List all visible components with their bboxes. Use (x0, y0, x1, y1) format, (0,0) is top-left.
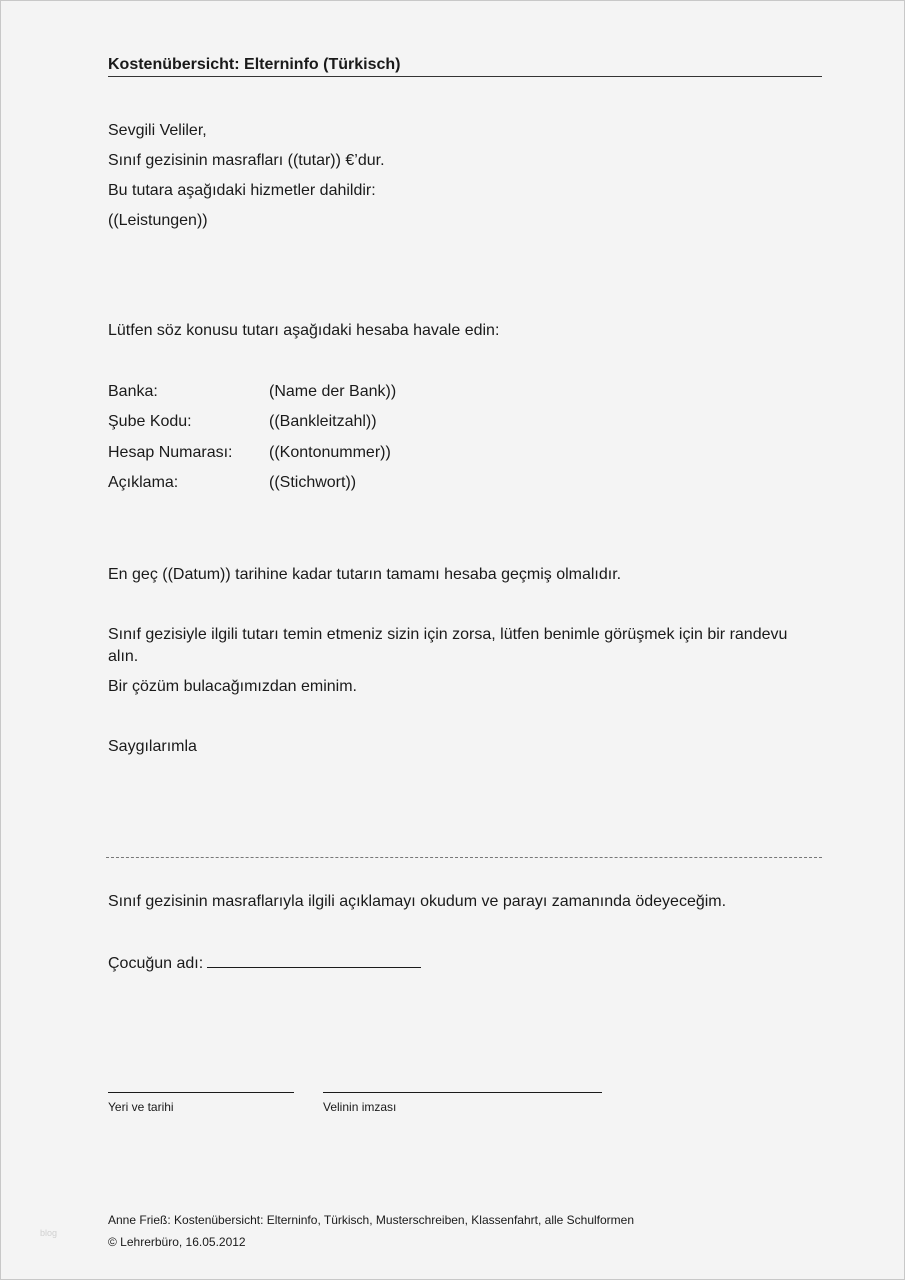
account-number-value: ((Kontonummer)) (269, 444, 391, 461)
includes-line: Bu tutara aşağıdaki hizmetler dahildir: (108, 182, 376, 199)
bank-name-label: Banka: (108, 383, 158, 400)
closing: Saygılarımla (108, 738, 197, 755)
child-name-field[interactable] (207, 953, 421, 968)
reference-label: Açıklama: (108, 474, 179, 491)
parent-signature-label: Velinin imzası (323, 1100, 397, 1114)
place-date-label: Yeri ve tarihi (108, 1100, 174, 1114)
title-underline (108, 76, 822, 77)
child-name-row (108, 953, 421, 974)
hardship-text: Sınıf gezisiyle ilgili tutarı temin etmeniz sizin için zorsa, lütfen benimle görüşmek için bir randevu alın. (108, 626, 788, 665)
page-title: Kostenübersicht: Elterninfo (Türkisch) (108, 56, 401, 73)
watermark: blog (40, 1228, 58, 1238)
confidence-text: Bir çözüm bulacağımızdan eminim. (108, 678, 357, 695)
confirmation-text: Sınıf gezisinin masraflarıyla ilgili açıklamayı okudum ve parayı zamanında ödeyeceğim. (108, 893, 727, 910)
reference-value: ((Stichwort)) (269, 474, 357, 491)
parent-signature-field[interactable] (323, 1092, 602, 1093)
salutation: Sevgili Veliler, (108, 122, 207, 139)
child-name-label: Çocuğun adı: (108, 955, 204, 972)
services-placeholder: ((Leistungen)) (108, 212, 208, 229)
place-date-field[interactable] (108, 1092, 294, 1093)
footer-copyright: © Lehrerbüro, 16.05.2012 (108, 1235, 246, 1249)
branch-code-label: Şube Kodu: (108, 413, 192, 430)
account-number-label: Hesap Numarası: (108, 444, 233, 461)
transfer-request: Lütfen söz konusu tutarı aşağıdaki hesaba havale edin: (108, 322, 500, 339)
bank-name-value: (Name der Bank)) (269, 383, 397, 400)
branch-code-value: ((Bankleitzahl)) (269, 413, 377, 430)
deadline-text: En geç ((Datum)) tarihine kadar tutarın tamamı hesaba geçmiş olmalıdır. (108, 566, 622, 583)
cost-line: Sınıf gezisinin masrafları ((tutar)) €’dur. (108, 152, 385, 169)
cut-line (106, 857, 822, 858)
footer-credit: Anne Frieß: Kostenübersicht: Elterninfo, Türkisch, Musterschreiben, Klassenfahrt, alle Schulformen (108, 1213, 635, 1227)
